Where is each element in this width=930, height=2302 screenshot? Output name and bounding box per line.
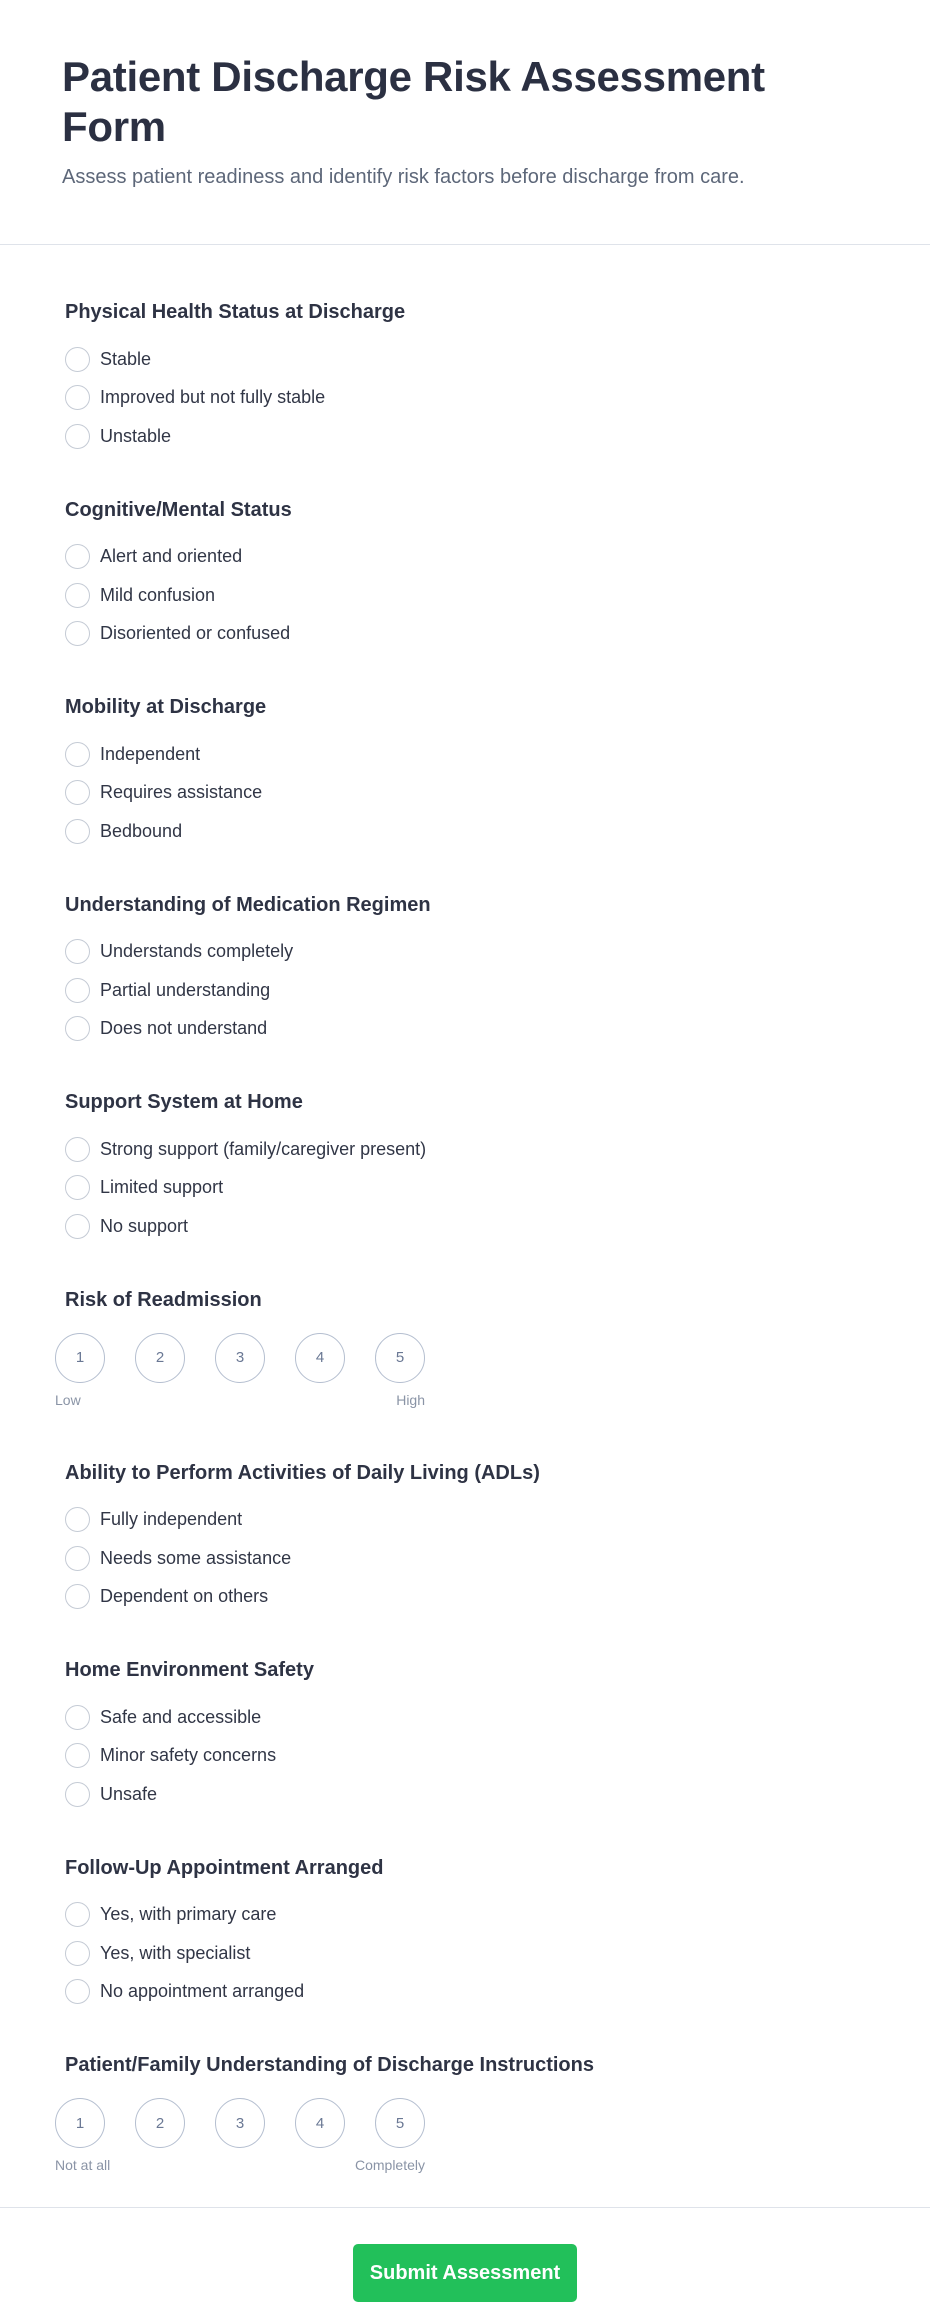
- question-title: Physical Health Status at Discharge: [65, 301, 406, 323]
- radio-group: [65, 1501, 930, 1617]
- radio-button[interactable]: [65, 1941, 90, 1966]
- radio-button[interactable]: [65, 742, 90, 767]
- option-strong-support[interactable]: [65, 1130, 930, 1169]
- radio-group: [65, 1698, 930, 1814]
- radio-button[interactable]: [65, 1175, 90, 1200]
- question-title: Mobility at Discharge: [65, 696, 267, 718]
- option-limited-support[interactable]: [65, 1169, 930, 1208]
- rating-option-3[interactable]: 3: [215, 1333, 265, 1383]
- rating-scale: [55, 1333, 930, 1383]
- option-stable[interactable]: [65, 340, 930, 379]
- rating-scale: [55, 2098, 930, 2148]
- option-label: Partial understanding: [100, 979, 271, 1000]
- radio-button[interactable]: [65, 819, 90, 844]
- option-label: Yes, with primary care: [100, 1904, 277, 1925]
- radio-button[interactable]: [65, 347, 90, 372]
- option-safe-accessible[interactable]: [65, 1698, 930, 1737]
- rating-option-2[interactable]: 2: [135, 1333, 185, 1383]
- option-disoriented[interactable]: [65, 615, 930, 654]
- rating-option-4[interactable]: 4: [295, 1333, 345, 1383]
- radio-button[interactable]: [65, 1979, 90, 2004]
- option-fully-independent[interactable]: [65, 1501, 930, 1540]
- radio-button[interactable]: [65, 424, 90, 449]
- radio-button[interactable]: [65, 939, 90, 964]
- option-bedbound[interactable]: [65, 812, 930, 851]
- rating-option-5[interactable]: 5: [375, 1333, 425, 1383]
- question-title: Cognitive/Mental Status: [65, 498, 292, 521]
- option-label: Improved but not fully stable: [100, 387, 326, 408]
- option-minor-safety-concerns[interactable]: [65, 1737, 930, 1776]
- radio-button[interactable]: [65, 1137, 90, 1162]
- rating-option-3[interactable]: 3: [215, 2098, 265, 2148]
- radio-button[interactable]: [65, 621, 90, 646]
- option-label: Needs some assistance: [100, 1547, 292, 1568]
- question-support-system: [0, 1089, 930, 1246]
- option-label: Fully independent: [100, 1509, 243, 1530]
- radio-button[interactable]: [65, 1016, 90, 1041]
- option-alert-oriented[interactable]: [65, 538, 930, 577]
- page-title: Patient Discharge Risk Assessment Form: [62, 53, 765, 150]
- radio-button[interactable]: [65, 1584, 90, 1609]
- option-label: Requires assistance: [100, 782, 263, 803]
- option-partial-understanding[interactable]: [65, 971, 930, 1010]
- radio-button[interactable]: [65, 1546, 90, 1571]
- option-label: Yes, with specialist: [100, 1942, 251, 1963]
- option-needs-some-assistance[interactable]: [65, 1539, 930, 1578]
- option-label: Safe and accessible: [100, 1706, 262, 1727]
- radio-group: [65, 1130, 930, 1246]
- option-independent[interactable]: [65, 735, 930, 774]
- option-label: Dependent on others: [100, 1586, 269, 1607]
- option-no-appointment[interactable]: [65, 1973, 930, 2012]
- option-label: Unstable: [100, 425, 172, 446]
- question-title: Ability to Perform Activities of Daily Living (ADLs): [65, 1461, 540, 1484]
- radio-button[interactable]: [65, 1743, 90, 1768]
- question-title: Patient/Family Understanding of Discharge Instructions: [65, 2054, 594, 2076]
- option-label: Limited support: [100, 1177, 224, 1198]
- radio-group: [65, 933, 930, 1049]
- radio-button[interactable]: [65, 1214, 90, 1239]
- option-label: Strong support (family/caregiver present): [100, 1138, 427, 1159]
- option-no-support[interactable]: [65, 1207, 930, 1246]
- radio-group: [65, 735, 930, 851]
- radio-button[interactable]: [65, 978, 90, 1003]
- question-title: Risk of Readmission: [65, 1288, 262, 1311]
- option-label: Unsafe: [100, 1783, 158, 1804]
- radio-button[interactable]: [65, 385, 90, 410]
- radio-button[interactable]: [65, 780, 90, 805]
- rating-instructions-understanding: [0, 2052, 930, 2173]
- rating-min-label: Not at all: [55, 2157, 111, 2173]
- option-label: Disoriented or confused: [100, 623, 291, 644]
- option-label: Does not understand: [100, 1018, 268, 1039]
- option-label: Bedbound: [100, 820, 183, 841]
- option-label: Alert and oriented: [100, 546, 243, 567]
- question-follow-up: [0, 1855, 930, 2012]
- question-title: Support System at Home: [65, 1091, 303, 1113]
- radio-group: [65, 1896, 930, 2012]
- option-mild-confusion[interactable]: [65, 576, 930, 615]
- rating-min-label: Low: [55, 1391, 81, 1408]
- form-header: [0, 0, 930, 245]
- radio-button[interactable]: [65, 1782, 90, 1807]
- radio-button[interactable]: [65, 1902, 90, 1927]
- radio-group: [65, 340, 930, 456]
- option-improved[interactable]: [65, 379, 930, 418]
- option-label: Stable: [100, 348, 152, 369]
- option-requires-assistance[interactable]: [65, 774, 930, 813]
- question-cognitive-status: [0, 497, 930, 654]
- rating-option-1[interactable]: 1: [55, 2098, 105, 2148]
- radio-button[interactable]: [65, 544, 90, 569]
- question-title: Understanding of Medication Regimen: [65, 893, 431, 916]
- question-adl-ability: [0, 1460, 930, 1617]
- option-label: No support: [100, 1215, 189, 1236]
- option-label: Minor safety concerns: [100, 1745, 277, 1766]
- option-unsafe[interactable]: [65, 1775, 930, 1814]
- radio-button[interactable]: [65, 1705, 90, 1730]
- question-title: Home Environment Safety: [65, 1659, 314, 1681]
- rating-option-5[interactable]: 5: [375, 2098, 425, 2148]
- rating-max-label: Completely: [354, 2157, 425, 2173]
- question-medication-understanding: [0, 892, 930, 1049]
- option-specialist[interactable]: [65, 1934, 930, 1973]
- radio-button[interactable]: [65, 583, 90, 608]
- option-primary-care[interactable]: [65, 1896, 930, 1935]
- option-label: Mild confusion: [100, 584, 216, 605]
- radio-group: [65, 538, 930, 654]
- option-does-not-understand[interactable]: [65, 1010, 930, 1049]
- question-home-safety: [0, 1657, 930, 1814]
- question-physical-health: [0, 299, 930, 456]
- question-title: Follow-Up Appointment Arranged: [65, 1856, 384, 1879]
- rating-readmission-risk: [0, 1287, 930, 1408]
- rating-option-4[interactable]: 4: [295, 2098, 345, 2148]
- page-subtitle: Assess patient readiness and identify risk factors before discharge from care.: [62, 166, 745, 188]
- form-footer: [0, 2207, 930, 2302]
- submit-button[interactable]: Submit Assessment: [353, 2244, 577, 2302]
- option-understands-completely[interactable]: [65, 933, 930, 972]
- option-label: No appointment arranged: [100, 1981, 305, 2002]
- assessment-form: [0, 245, 930, 2173]
- option-dependent-on-others[interactable]: [65, 1578, 930, 1617]
- option-label: Understands completely: [100, 941, 294, 962]
- radio-button[interactable]: [65, 1507, 90, 1532]
- option-unstable[interactable]: [65, 417, 930, 456]
- rating-scale-labels: [55, 1392, 425, 1408]
- rating-max-label: High: [396, 1391, 425, 1408]
- option-label: Independent: [100, 743, 201, 764]
- rating-option-2[interactable]: 2: [135, 2098, 185, 2148]
- question-mobility: [0, 694, 930, 851]
- rating-scale-labels: [55, 2157, 425, 2173]
- rating-option-1[interactable]: 1: [55, 1333, 105, 1383]
